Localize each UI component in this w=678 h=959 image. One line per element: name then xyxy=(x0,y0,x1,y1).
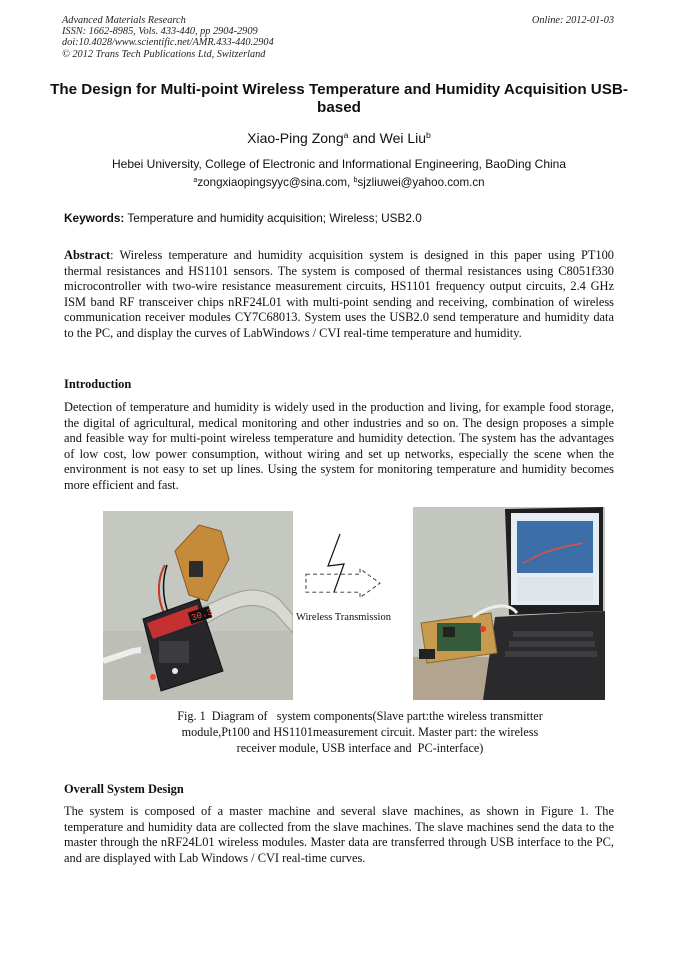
keywords-label: Keywords: xyxy=(64,211,125,225)
issn-line: ISSN: 1662-8985, Vols. 433-440, pp 2904-2909 xyxy=(62,26,258,38)
overall-design-heading: Overall System Design xyxy=(64,782,184,796)
wireless-transmission-label: Wireless Transmission xyxy=(296,612,391,623)
author-2-sup: b xyxy=(426,130,431,141)
wireless-transmission-diagram xyxy=(300,530,390,614)
author-connector: and xyxy=(348,130,380,146)
caption-line-2: module,Pt100 and HS1101measurement circuit. Master part: the wireless xyxy=(181,725,539,739)
figure-1-caption xyxy=(145,708,575,756)
master-laptop-photo xyxy=(413,507,605,700)
email-a: zongxiaopingsyyc@sina.com, xyxy=(197,176,354,189)
lightning-icon xyxy=(328,534,344,592)
slave-board-photo xyxy=(103,511,293,700)
abstract-text: : Wireless temperature and humidity acquisition system is designed in this paper using PT100 thermal resistances and HS1101 sensors. The system is composed of thermal resistances using C8051f330 microcontroller with two-wire resistance measurement circuits, HS1101 frequency output circuits, 2.4 GHz ISM band RF transceiver chips nRF24L01 with multi-point sending and receiving, combination of wireless communication receiver modules CY7C68013. System uses the USB2.0 send temperature and humidity data to the PC, and display the curves of LabWindows / CVI real-time temperature and humidity. xyxy=(64,248,614,340)
author-1: Xiao-Ping Zong xyxy=(247,130,344,146)
author-2: Wei Liu xyxy=(379,130,427,146)
caption-line-1: Fig. 1 Diagram of system components(Slave part:the wireless transmitter xyxy=(177,709,543,723)
caption-line-3: receiver module, USB interface and PC-interface) xyxy=(236,741,484,755)
overall-design-text: The system is composed of a master machine and several slave machines, as shown in Figure 1. The temperature and humidity data are collected from the slave machines. The slave machines send the data to the master through the nRF24L01 wireless modules. Master data are transferred through USB interface to the PC, and are displayed with Lab Windows / CVI real-time curves. xyxy=(64,804,614,865)
introduction-heading: Introduction xyxy=(64,377,132,391)
running-header xyxy=(62,15,614,60)
dashed-arrow-icon xyxy=(306,569,380,598)
email-a-sup: a xyxy=(193,175,198,185)
author-line xyxy=(0,130,678,146)
author-1-sup: a xyxy=(343,130,349,141)
abstract-label: Abstract xyxy=(64,248,111,262)
introduction-text: Detection of temperature and humidity is widely used in the production and living, for example food storage, the digital of agricultural, medical monitoring and other industries and so on. The design proposes a simple and feasible way for multi-point wireless temperature and humidity detection. The system has the advantages of low cost, low power consumption, without wiring and set up networks, especially the scene when the environment is not easy to set up lines. Using the system for monitoring temperature and humidity becomes more efficient and fast. xyxy=(64,400,614,492)
paper-title: The Design for Multi-point Wireless Temperature and Humidity Acquisition USB-based xyxy=(50,81,628,116)
keywords xyxy=(64,211,616,225)
email-b: sjzliuwei@yahoo.com.cn xyxy=(357,176,485,189)
journal-name: Advanced Materials Research xyxy=(62,15,186,26)
keywords-text: Temperature and humidity acquisition; Wireless; USB2.0 xyxy=(124,211,422,225)
affiliation: Hebei University, College of Electronic and Informational Engineering, BaoDing China xyxy=(111,157,567,171)
master-laptop-illustration xyxy=(413,507,605,700)
email-line xyxy=(0,176,678,189)
online-date: Online: 2012-01-03 xyxy=(531,15,614,26)
slave-board-illustration xyxy=(103,511,293,700)
abstract xyxy=(64,248,614,341)
doi-line: doi:10.4028/www.scientific.net/AMR.433-440.2904 xyxy=(62,37,274,49)
email-b-sup: b xyxy=(353,175,358,185)
copyright-line: © 2012 Trans Tech Publications Ltd, Switzerland xyxy=(62,48,266,60)
board-display-readout: 30.3 xyxy=(190,607,214,624)
